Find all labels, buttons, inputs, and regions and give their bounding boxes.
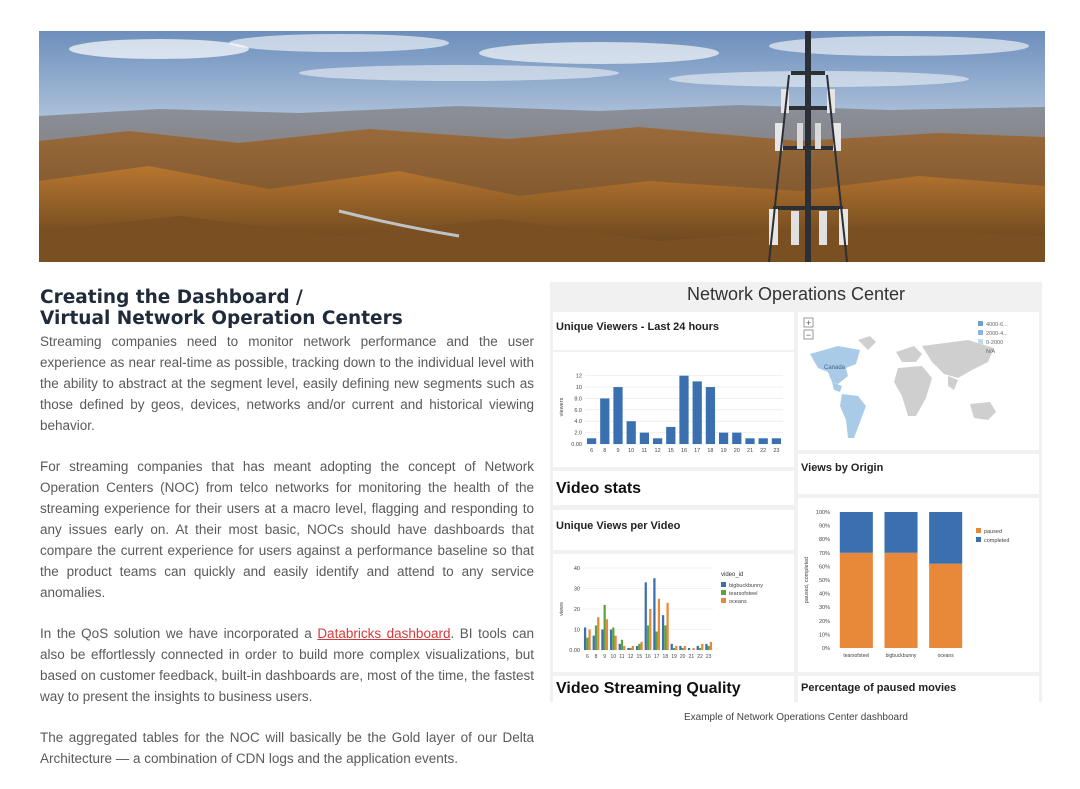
viewers-bar	[745, 438, 754, 444]
videos-bar-bigbuckbunny	[610, 630, 612, 651]
video-stats-title: Video stats	[556, 480, 642, 497]
viewers-bar	[772, 438, 781, 444]
videos-bar-oceans	[675, 646, 677, 650]
viewers-bar	[719, 433, 728, 444]
videos-xtick: 12	[627, 654, 634, 660]
viewers-xtick: 8	[603, 448, 607, 454]
viewers-xtick: 18	[707, 448, 714, 454]
streaming-quality-title: Video Streaming Quality	[556, 680, 741, 697]
paused-ytick: 90%	[818, 523, 830, 530]
videos-bar-bigbuckbunny	[601, 630, 603, 651]
viewers-xtick: 22	[760, 448, 767, 454]
videos-bar-bigbuckbunny	[662, 615, 664, 650]
unique-viewers-title: Unique Viewers - Last 24 hours	[556, 321, 720, 333]
viewers-bar	[759, 438, 768, 444]
australia-shape[interactable]	[970, 402, 996, 420]
paragraph-3-after: . BI tools can also be effortlessly connected in order to build more complex visualizations, but based on customer feedback, built-in dashboards are, most of the time, the fastest way to present the insights to business users.	[40, 626, 534, 704]
videos-bar-tearsofsteel	[708, 646, 710, 650]
videos-bar-tearsofsteel	[604, 605, 606, 650]
videos-bar-oceans	[649, 609, 651, 650]
videos-xtick: 21	[688, 654, 695, 660]
article-title-line2: Virtual Network Operation Centers	[40, 308, 403, 329]
paused-ytick: 70%	[818, 550, 830, 557]
article-title	[40, 287, 510, 329]
videos-bar-oceans	[701, 644, 703, 650]
paused-panel	[798, 498, 1039, 672]
paragraph-3-before: In the QoS solution we have incorporated a	[40, 626, 318, 641]
paused-bar-paused	[884, 553, 917, 648]
videos-xtick: 15	[636, 654, 643, 660]
videos-ylabel: views	[559, 602, 565, 616]
videos-bar-tearsofsteel	[682, 648, 684, 650]
videos-bar-bigbuckbunny	[645, 582, 647, 650]
viewers-xtick: 9	[616, 448, 620, 454]
videos-ytick: 10	[573, 627, 580, 634]
africa-shape[interactable]	[894, 366, 932, 416]
viewers-bar	[693, 381, 702, 444]
videos-bar-oceans	[623, 646, 625, 650]
videos-bar-bigbuckbunny	[627, 648, 629, 650]
videos-xtick: 22	[697, 654, 703, 660]
videos-xtick: 10	[610, 654, 617, 660]
videos-xtick: 20	[679, 654, 686, 660]
unique-viewers-header	[553, 312, 794, 350]
legend-label-2000: 2000-4...	[986, 331, 1008, 337]
viewers-ytick: 4.0	[574, 419, 582, 426]
paused-ytick: 40%	[818, 591, 830, 598]
videos-xtick: 6	[585, 654, 589, 660]
hero-image	[39, 31, 1045, 262]
videos-xtick: 18	[662, 654, 669, 660]
viewers-xtick: 17	[694, 448, 701, 454]
paused-bar-completed	[884, 512, 917, 553]
paused-ytick: 60%	[818, 564, 830, 571]
videos-bar-bigbuckbunny	[671, 644, 673, 650]
viewers-bar	[627, 421, 636, 444]
noc-dashboard	[550, 282, 1042, 702]
viewers-ytick: 12	[575, 373, 582, 380]
viewers-xtick: 16	[680, 448, 688, 454]
videos-bar-tearsofsteel	[664, 625, 666, 650]
article-title-line1: Creating the Dashboard /	[40, 287, 303, 308]
greenland-shape[interactable]	[858, 336, 876, 350]
viewers-bar	[600, 398, 609, 444]
videos-bar-tearsofsteel	[656, 632, 658, 650]
unique-viewers-panel	[553, 352, 794, 467]
videos-bar-tearsofsteel	[673, 648, 675, 650]
videos-ytick: 40	[573, 566, 580, 572]
videos-bar-oceans	[692, 648, 694, 650]
videos-legend-label: tearsofsteel	[729, 591, 758, 597]
videos-bar-oceans	[614, 636, 616, 650]
paused-legend-swatch	[976, 537, 981, 542]
videos-ytick: 20	[573, 607, 580, 613]
videos-bar-bigbuckbunny	[584, 627, 586, 650]
videos-bar-tearsofsteel	[699, 648, 701, 650]
videos-xtick: 19	[671, 654, 677, 660]
zoom-out-icon: −	[805, 330, 812, 340]
paused-ytick: 0%	[822, 646, 830, 652]
videos-bar-tearsofsteel	[638, 644, 640, 650]
viewers-xtick: 20	[733, 448, 740, 454]
legend-swatch-0	[978, 339, 983, 344]
zoom-in-icon: +	[805, 318, 812, 328]
views-per-video-panel	[553, 554, 794, 672]
videos-xtick: 23	[705, 654, 712, 660]
paused-chart	[798, 498, 1039, 672]
videos-legend-swatch	[721, 598, 726, 603]
world-map[interactable]	[798, 312, 1039, 450]
videos-bar-tearsofsteel	[612, 627, 614, 650]
videos-bar-bigbuckbunny	[697, 646, 699, 650]
videos-bar-oceans	[710, 642, 712, 650]
paused-ylabel: paused, completed	[804, 556, 810, 604]
south-america-shape[interactable]	[840, 394, 866, 438]
legend-swatch-na	[978, 348, 983, 353]
viewers-ylabel: viewers	[559, 397, 565, 417]
views-per-video-chart	[553, 554, 794, 672]
viewers-xtick: 15	[667, 448, 674, 454]
viewers-ytick: 10	[575, 385, 582, 392]
legend-label-na: N/A	[986, 349, 996, 355]
paused-xtick: oceans	[937, 653, 954, 659]
legend-label-4000: 4000-6...	[986, 322, 1008, 328]
videos-bar-oceans	[640, 642, 642, 650]
map-panel	[798, 312, 1039, 450]
videos-bar-bigbuckbunny	[593, 636, 595, 650]
videos-bar-tearsofsteel	[647, 625, 649, 650]
viewers-xtick: 11	[641, 448, 648, 454]
paused-legend-label: paused	[984, 529, 1003, 535]
videos-bar-bigbuckbunny	[653, 578, 655, 650]
viewers-bar	[666, 427, 675, 444]
videos-xtick: 9	[603, 654, 607, 660]
viewers-ytick: 6.0	[574, 407, 582, 414]
paused-ytick: 20%	[818, 618, 830, 625]
viewers-bar	[587, 438, 596, 444]
videos-bar-oceans	[632, 646, 634, 650]
videos-bar-bigbuckbunny	[679, 646, 681, 650]
videos-bar-tearsofsteel	[595, 625, 597, 650]
videos-legend-swatch	[721, 582, 726, 587]
paragraph-4: The aggregated tables for the NOC will basically be the Gold layer of our Delta Architecture — a combination of CDN logs and the application events.	[40, 730, 534, 766]
dashboard-caption: Example of Network Operations Center dashboard	[683, 712, 908, 723]
videos-bar-tearsofsteel	[630, 648, 632, 650]
paused-ytick: 100%	[815, 510, 830, 516]
paused-legend-swatch	[976, 528, 981, 533]
paused-bar-completed	[840, 512, 873, 553]
paragraph-2: For streaming companies that has meant adopting the concept of Network Operation Centers (NOC) from telco networks for monitoring the health of the streaming experience for their users at a macro level, flagging and responding to any issues early on. At their most basic, NOCs should have dashboards that compare the current experience for users against a performance baseline so that the product teams can quickly and easily identify and attend to any service anomalies.	[40, 459, 534, 600]
videos-legend-label: oceans	[729, 599, 747, 605]
paused-ytick: 50%	[818, 578, 830, 584]
viewers-xtick: 21	[746, 448, 754, 454]
databricks-dashboard-link[interactable]: Databricks dashboard	[317, 626, 451, 641]
viewers-xtick: 19	[720, 448, 727, 454]
viewers-bar	[640, 433, 649, 444]
asia-shape[interactable]	[922, 340, 994, 378]
videos-bar-bigbuckbunny	[705, 644, 707, 650]
videos-legend-title: video_id	[721, 572, 744, 578]
viewers-bar	[706, 387, 715, 444]
videos-ytick: 0.00	[569, 648, 580, 654]
videos-bar-tearsofsteel	[621, 640, 623, 650]
viewers-xtick: 23	[773, 448, 780, 454]
unique-viewers-chart	[553, 352, 794, 467]
views-per-video-header	[553, 510, 794, 550]
views-by-origin-title: Views by Origin	[801, 462, 884, 474]
article-body	[40, 331, 534, 789]
viewers-xtick: 10	[628, 448, 635, 454]
paused-title: Percentage of paused movies	[801, 682, 957, 694]
video-stats-header	[553, 471, 794, 505]
paused-ytick: 80%	[818, 537, 830, 544]
videos-ytick: 30	[573, 586, 580, 593]
videos-xtick: 8	[594, 654, 598, 660]
viewers-xtick: 6	[590, 448, 594, 454]
videos-legend-label: bigbuckbunny	[729, 583, 763, 589]
videos-bar-oceans	[666, 603, 668, 650]
viewers-bar	[732, 433, 741, 444]
paused-ytick: 10%	[818, 632, 830, 639]
map-label-canada: Canada	[824, 365, 846, 371]
videos-bar-bigbuckbunny	[619, 644, 621, 650]
videos-bar-oceans	[606, 619, 608, 650]
viewers-ytick: 8.0	[574, 396, 582, 403]
paused-bar-paused	[929, 564, 962, 648]
viewers-xtick: 12	[654, 448, 661, 454]
streaming-quality-header	[553, 676, 794, 702]
views-by-origin-header	[798, 454, 1039, 494]
videos-xtick: 11	[619, 654, 625, 660]
viewers-bar	[679, 376, 688, 444]
paused-bar-completed	[929, 512, 962, 564]
paused-bar-paused	[840, 553, 873, 648]
viewers-ytick: 0.00	[571, 442, 582, 448]
videos-bar-oceans	[597, 617, 599, 650]
legend-label-0: 0-2000	[986, 340, 1004, 346]
videos-bar-oceans	[684, 646, 686, 650]
dashboard-title: Network Operations Center	[686, 284, 906, 304]
videos-bar-bigbuckbunny	[688, 648, 690, 650]
paused-xtick: tearsofsteel	[843, 653, 870, 659]
viewers-bar	[653, 438, 662, 444]
paused-xtick: bigbuckbunny	[885, 653, 917, 659]
india-shape[interactable]	[948, 376, 958, 390]
viewers-bar	[613, 387, 622, 444]
videos-legend-swatch	[721, 590, 726, 595]
paused-header	[798, 676, 1039, 702]
videos-xtick: 16	[645, 654, 651, 660]
videos-bar-bigbuckbunny	[636, 646, 638, 650]
videos-bar-oceans	[658, 599, 660, 650]
viewers-ytick: 2.0	[574, 430, 582, 437]
videos-xtick: 17	[653, 654, 660, 660]
views-per-video-title: Unique Views per Video	[556, 520, 681, 532]
paragraph-1: Streaming companies need to monitor network performance and the user experience as near real-time as possible, tracking down to the individual level with the ability to abstract at the segment level, easily defining new segments such as those defined by geos, devices, networks and/or current and historical viewing behavior.	[40, 334, 534, 433]
videos-bar-oceans	[588, 630, 590, 651]
paragraph-3	[40, 623, 534, 707]
legend-swatch-2000	[978, 330, 983, 335]
legend-swatch-4000	[978, 321, 983, 326]
map-legend	[978, 321, 1008, 355]
paused-ytick: 30%	[818, 605, 830, 612]
europe-shape[interactable]	[896, 346, 922, 362]
paused-legend-label: completed	[984, 538, 1010, 544]
videos-bar-tearsofsteel	[586, 638, 588, 650]
